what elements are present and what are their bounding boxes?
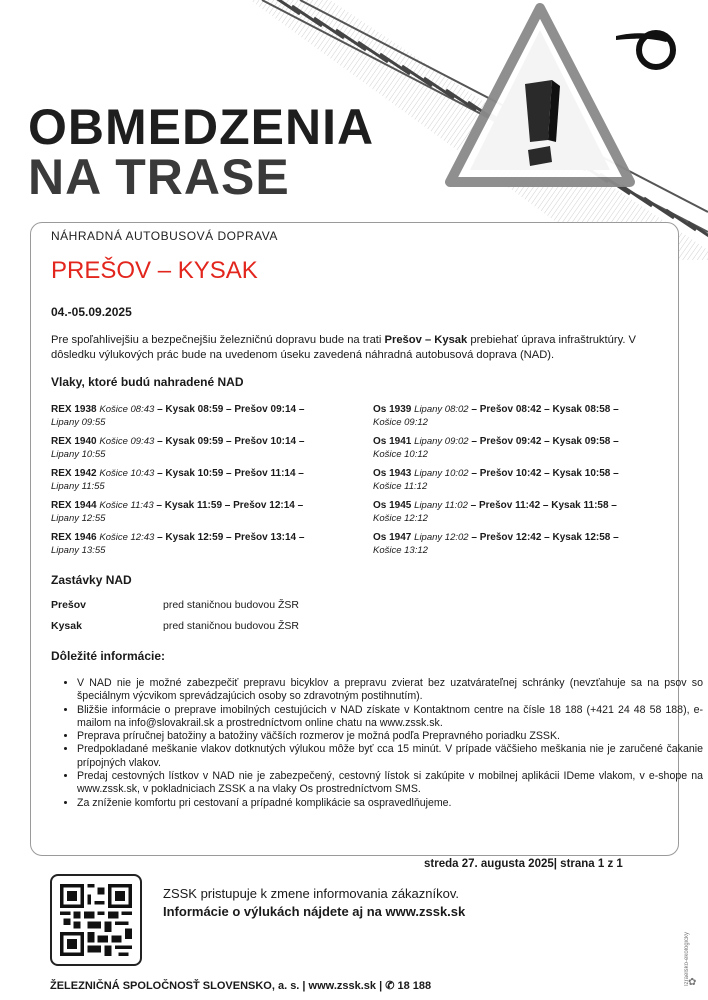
stop-row: Kysak pred staničnou budovou ŽSR — [51, 620, 300, 632]
info-list — [51, 677, 703, 810]
info-heading: Dôležité informácie: — [51, 649, 166, 663]
service-type: NÁHRADNÁ AUTOBUSOVÁ DOPRAVA — [51, 229, 278, 243]
route-title: PREŠOV – KYSAK — [51, 257, 258, 284]
info-item: • V NAD nie je možné zabezpečiť prepravu bicyklov a prepravu zvierat bez uzatvárateľnej schránky (nevzťahuje sa na psov so špeciálnym výcvikom sprevádzajúcich osoby so zdravotným postihnutím). — [77, 677, 703, 704]
notice-card — [30, 222, 703, 856]
train-entry: Os 1939 Lipany 08:02 – Prešov 08:42 – Kysak 08:58 – Košice 09:12 — [373, 404, 619, 428]
company-line: ŽELEZNIČNÁ SPOLOČNOSŤ SLOVENSKO, a. s. | www.zssk.sk | ✆ 18 188 — [50, 980, 432, 992]
train-entry: Os 1945 Lipany 11:02 – Prešov 11:42 – Kysak 11:58 – Košice 12:12 — [373, 500, 617, 524]
closure-dates: 04.-05.09.2025 — [51, 305, 132, 319]
date-page-indicator: streda 27. augusta 2025| strana 1 z 1 — [424, 858, 623, 870]
info-item: • Predaj cestovných lístkov v NAD nie je zabezpečený, cestovný lístok si zakúpite v mobilnej aplikácii IDeme vlakom, v e-shope na www.zssk.sk, v pokladniciach ZSSK a na vlaky Os prostredníctvom SMS. — [77, 770, 703, 797]
train-entry: REX 1946 Košice 12:43 – Kysak 12:59 – Prešov 13:14 – Lipany 13:55 — [51, 532, 305, 556]
info-item: • Preprava príručnej batožiny a batožiny väčších rozmerov je možná podľa Prepravného poriadku ZSSK. — [77, 730, 703, 743]
trains-heading: Vlaky, ktoré budú nahradené NAD — [51, 375, 244, 389]
qr-code-icon[interactable] — [50, 874, 142, 966]
stops-table — [51, 599, 299, 641]
info-item: • Za zníženie komfortu pri cestovaní a prípadné komplikácie sa ospravedlňujeme. — [77, 797, 703, 810]
train-entry: REX 1944 Košice 11:43 – Kysak 11:59 – Prešov 12:14 – Lipany 12:55 — [51, 500, 304, 524]
trains-list — [51, 403, 671, 557]
eco-label: Izraelsko-ekologicky — [684, 931, 690, 986]
stop-row: Prešov pred staničnou budovou ŽSR — [51, 599, 300, 611]
train-entry: Os 1943 Lipany 10:02 – Prešov 10:42 – Kysak 10:58 – Košice 11:12 — [373, 468, 619, 492]
page-title-line1: OBMEDZENIA — [28, 99, 375, 155]
page-title-line2: NA TRASE — [28, 149, 290, 205]
info-item: • Predpokladané meškanie vlakov dotknutých výlukou môže byť cca 15 minút. V prípade väčšieho meškania nie je zaručené čakanie prípojných vlakov. — [77, 743, 703, 770]
website-notice: Informácie o výlukách nájdete aj na www.zssk.sk — [163, 904, 466, 919]
intro-paragraph: Pre spoľahlivejšiu a bezpečnejšiu železničnú dopravu bude na trati Prešov – Kysak prebiehať úprava infraštruktúry. V dôsledku výlukových prác bude na uvedenom úseku zavedená náhradná autobusová doprava (NAD). — [51, 334, 637, 361]
train-entry: REX 1938 Košice 08:43 – Kysak 08:59 – Prešov 09:14 – Lipany 09:55 — [51, 404, 305, 428]
train-entry: Os 1941 Lipany 09:02 – Prešov 09:42 – Kysak 09:58 – Košice 10:12 — [373, 436, 619, 460]
train-entry: REX 1942 Košice 10:43 – Kysak 10:59 – Prešov 11:14 – Lipany 11:55 — [51, 468, 304, 492]
zssk-logo-icon — [616, 26, 680, 72]
stops-heading: Zastávky NAD — [51, 573, 132, 587]
train-entry: Os 1947 Lipany 12:02 – Prešov 12:42 – Kysak 12:58 – Košice 13:12 — [373, 532, 619, 556]
warning-triangle-icon — [450, 8, 630, 182]
train-entry: REX 1940 Košice 09:43 – Kysak 09:59 – Prešov 10:14 – Lipany 10:55 — [51, 436, 305, 460]
info-item: • Bližšie informácie o preprave imobilných cestujúcich v NAD získate v Kontaktnom centre na čísle 18 188 (+421 24 48 58 188), e-mailom na info@slovakrail.sk a prostredníctvom online chatu na www.zssk.sk. — [77, 704, 703, 731]
eco-gear-icon: ✿ — [688, 977, 697, 988]
info-change-notice: ZSSK pristupuje k zmene informovania zákazníkov. — [163, 886, 460, 901]
